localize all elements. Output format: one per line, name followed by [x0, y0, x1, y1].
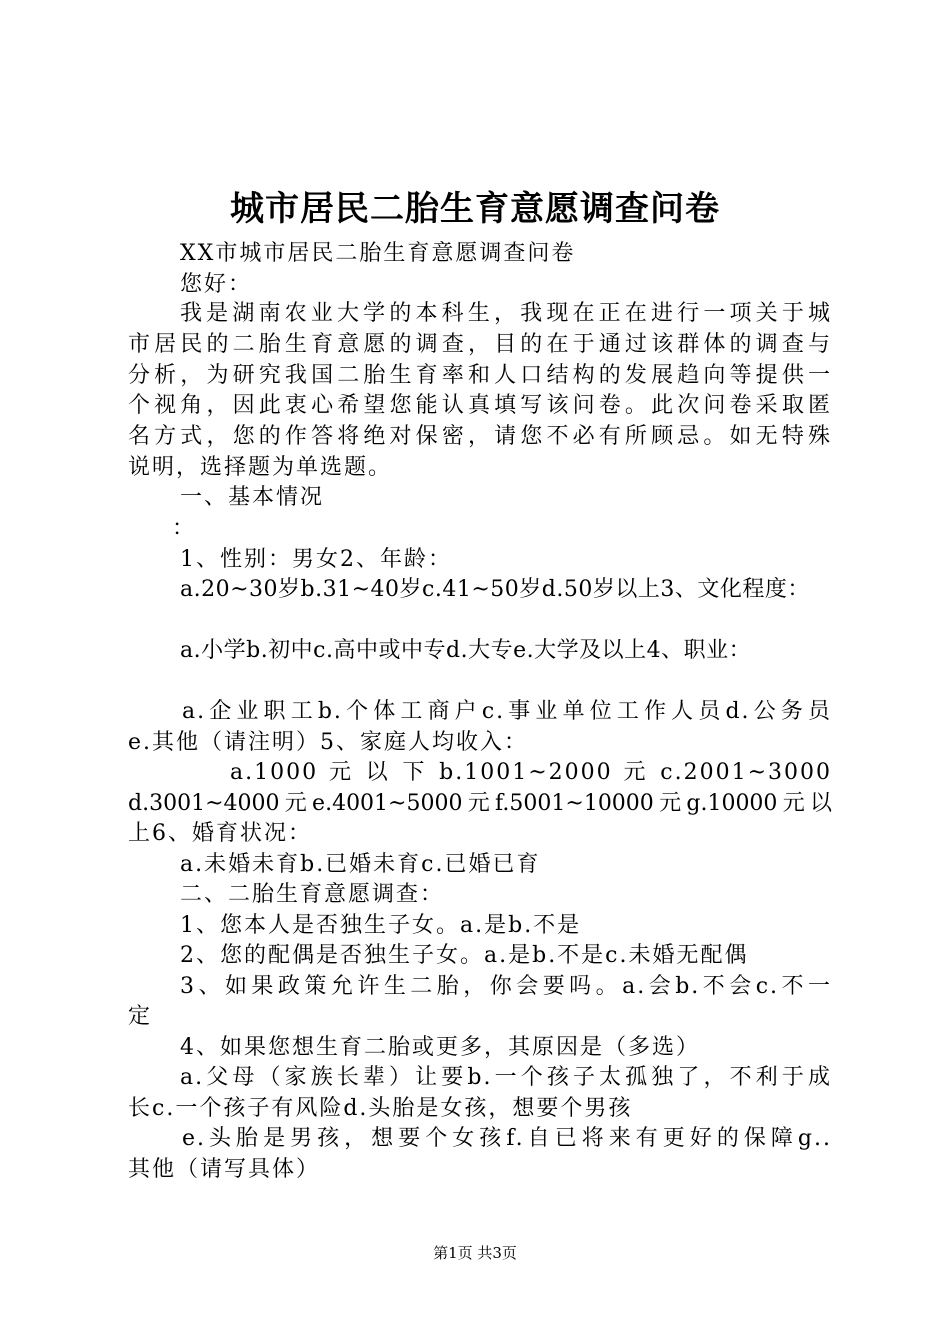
question-4-options: 其他（请写具体） [128, 1157, 321, 1182]
survey-subtitle: XX市城市居民二胎生育意愿调查问卷 [180, 241, 576, 266]
question-2: 2、您的配偶是否独生子女。a.是b.不是c.未婚无配偶 [180, 943, 749, 968]
intro-line: 名方式，您的作答将绝对保密，请您不必有所顾忌。如无特殊 [128, 424, 832, 449]
question-gender-age: 1、性别：男女2、年龄： [180, 547, 452, 572]
intro-line: 分析，为研究我国二胎生育率和人口结构的发展趋向等提供一 [128, 363, 832, 388]
question-4: 4、如果您想生育二胎或更多，其原因是（多选） [180, 1035, 700, 1060]
intro-line: 市居民的二胎生育意愿的调查，目的在于通过该群体的调查与 [128, 332, 832, 357]
question-3: 3、如果政策允许生二胎，你会要吗。a.会b.不会c.不一 [180, 974, 832, 999]
section-heading-basic: 一、基本情况 [180, 485, 325, 510]
section-heading-willingness: 二、二胎生育意愿调查： [180, 882, 445, 907]
question-4-options: 长c.一个孩子有风险d.头胎是女孩，想要个男孩 [128, 1096, 633, 1121]
question-3-cont: 定 [128, 1004, 153, 1029]
income-options: a.1000 元 以 下 b.1001~2000 元 c.2001~3000 [230, 760, 832, 785]
intro-line: 我是湖南农业大学的本科生，我现在正在进行一项关于城 [180, 301, 832, 326]
education-options: a.小学b.初中c.高中或中专d.大专e.大学及以上4、职业： [180, 638, 752, 663]
question-4-options: a.父母（家族长辈）让要b.一个孩子太孤独了，不利于成 [180, 1065, 832, 1090]
occupation-options: a.企业职工b.个体工商户c.事业单位工作人员d.公务员 [182, 699, 832, 724]
question-1: 1、您本人是否独生子女。a.是b.不是 [180, 913, 582, 938]
intro-line: 个视角，因此衷心希望您能认真填写该问卷。此次问卷采取匿 [128, 393, 832, 418]
age-options: a.20~30岁b.31~40岁c.41~50岁d.50岁以上3、文化程度： [180, 577, 810, 602]
marital-question: 上6、婚育状况： [128, 821, 312, 846]
colon-line: ： [172, 516, 197, 541]
question-4-options: e.头胎是男孩，想要个女孩f.自已将来有更好的保障g.. [182, 1126, 832, 1151]
occupation-other: e.其他（请注明）5、家庭人均收入： [128, 730, 529, 755]
income-options: d.3001~4000元e.4001~5000元f.5001~10000元g.10000元以 [128, 791, 832, 816]
page-footer: 第1页 共3页 [433, 1244, 517, 1262]
marital-options: a.未婚未育b.已婚未育c.已婚已育 [180, 852, 541, 877]
intro-line: 说明，选择题为单选题。 [128, 455, 393, 480]
greeting: 您好： [180, 272, 253, 297]
document-title: 城市居民二胎生育意愿调查问卷 [230, 189, 720, 229]
